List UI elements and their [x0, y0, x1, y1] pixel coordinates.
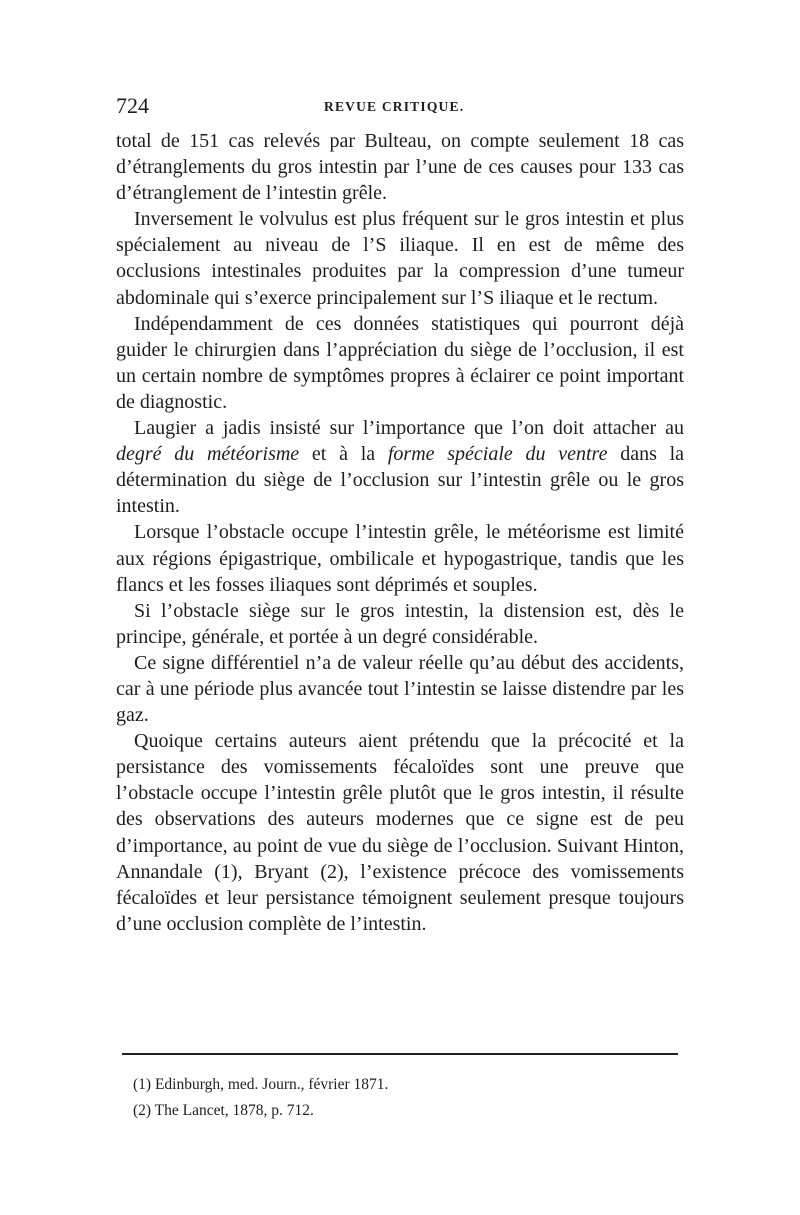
footnote-2: (2) The Lancet, 1878, p. 712. — [133, 1102, 314, 1119]
page-number: 724 — [116, 93, 149, 118]
footnotes — [133, 1072, 673, 1124]
paragraph-4-text-c: et à la — [299, 443, 388, 466]
paragraph-3: Indépendamment de ces données statistiques qui pourront déjà guider le chirurgien dans l’appréciation du siège de l’occlusion, il est un certain nombre de symptômes propres à éclairer ce point important de diagnostic. — [116, 312, 684, 413]
paragraph-4-text-e: dans la détermination du siège de l’occlusion sur l’intestin grêle ou le gros intestin. — [116, 443, 685, 518]
paragraph-6: Si l’obstacle siège sur le gros intestin, la distension est, dès le principe, générale, et portée à un degré considérable. — [116, 599, 684, 648]
paragraph-1: total de 151 cas relevés par Bulteau, on compte seulement 18 cas d’étranglements du gros intestin par l’une de ces causes pour 133 cas d’étranglement de l’intestin grêle. — [116, 130, 684, 205]
running-title: REVUE CRITIQUE. — [324, 99, 465, 114]
paragraph-5: Lorsque l’obstacle occupe l’intestin grêle, le météorisme est limité aux régions épigastrique, ombilicale et hypogastrique, tandis que les flancs et les fosses iliaques sont déprimés et souples. — [116, 521, 684, 596]
footnote-1: (1) Edinburgh, med. Journ., février 1871. — [133, 1076, 389, 1093]
italic-degre-du-meteorisme: degré du météorisme — [116, 443, 300, 466]
italic-forme-speciale-du-ventre: forme spéciale du ventre — [387, 443, 608, 466]
paragraph-4 — [116, 415, 684, 519]
paragraph-4-text-a: Laugier a jadis insisté sur l’importance que l’on doit attacher au — [134, 417, 684, 440]
body-text — [116, 128, 684, 937]
paragraph-8: Quoique certains auteurs aient prétendu que la précocité et la persistance des vomissements fécaloïdes sont une preuve que l’obstacle occupe l’intestin grêle plutôt que le gros intestin, il résulte des observations des auteurs modernes que ce signe est de peu d’importance, au point de vue du siège de l’occlusion. Suivant Hinton, Annandale (1), Bryant (2), l’existence précoce des vomissements fécaloïdes et leur persistance témoignent seulement presque toujours d’une occlusion complète de l’intestin. — [116, 730, 684, 935]
footnote-divider — [122, 1053, 678, 1055]
paragraph-7: Ce signe différentiel n’a de valeur réelle qu’au début des accidents, car à une période plus avancée tout l’intestin se laisse distendre par les gaz. — [116, 651, 684, 727]
paragraph-2: Inversement le volvulus est plus fréquent sur le gros intestin et plus spécialement au niveau de l’S iliaque. Il en est de même des occlusions intestinales produites par la compression d’une tumeur abdominale qui s’exerce principalement sur l’S iliaque et le rectum. — [116, 208, 684, 309]
page-header — [116, 93, 684, 123]
